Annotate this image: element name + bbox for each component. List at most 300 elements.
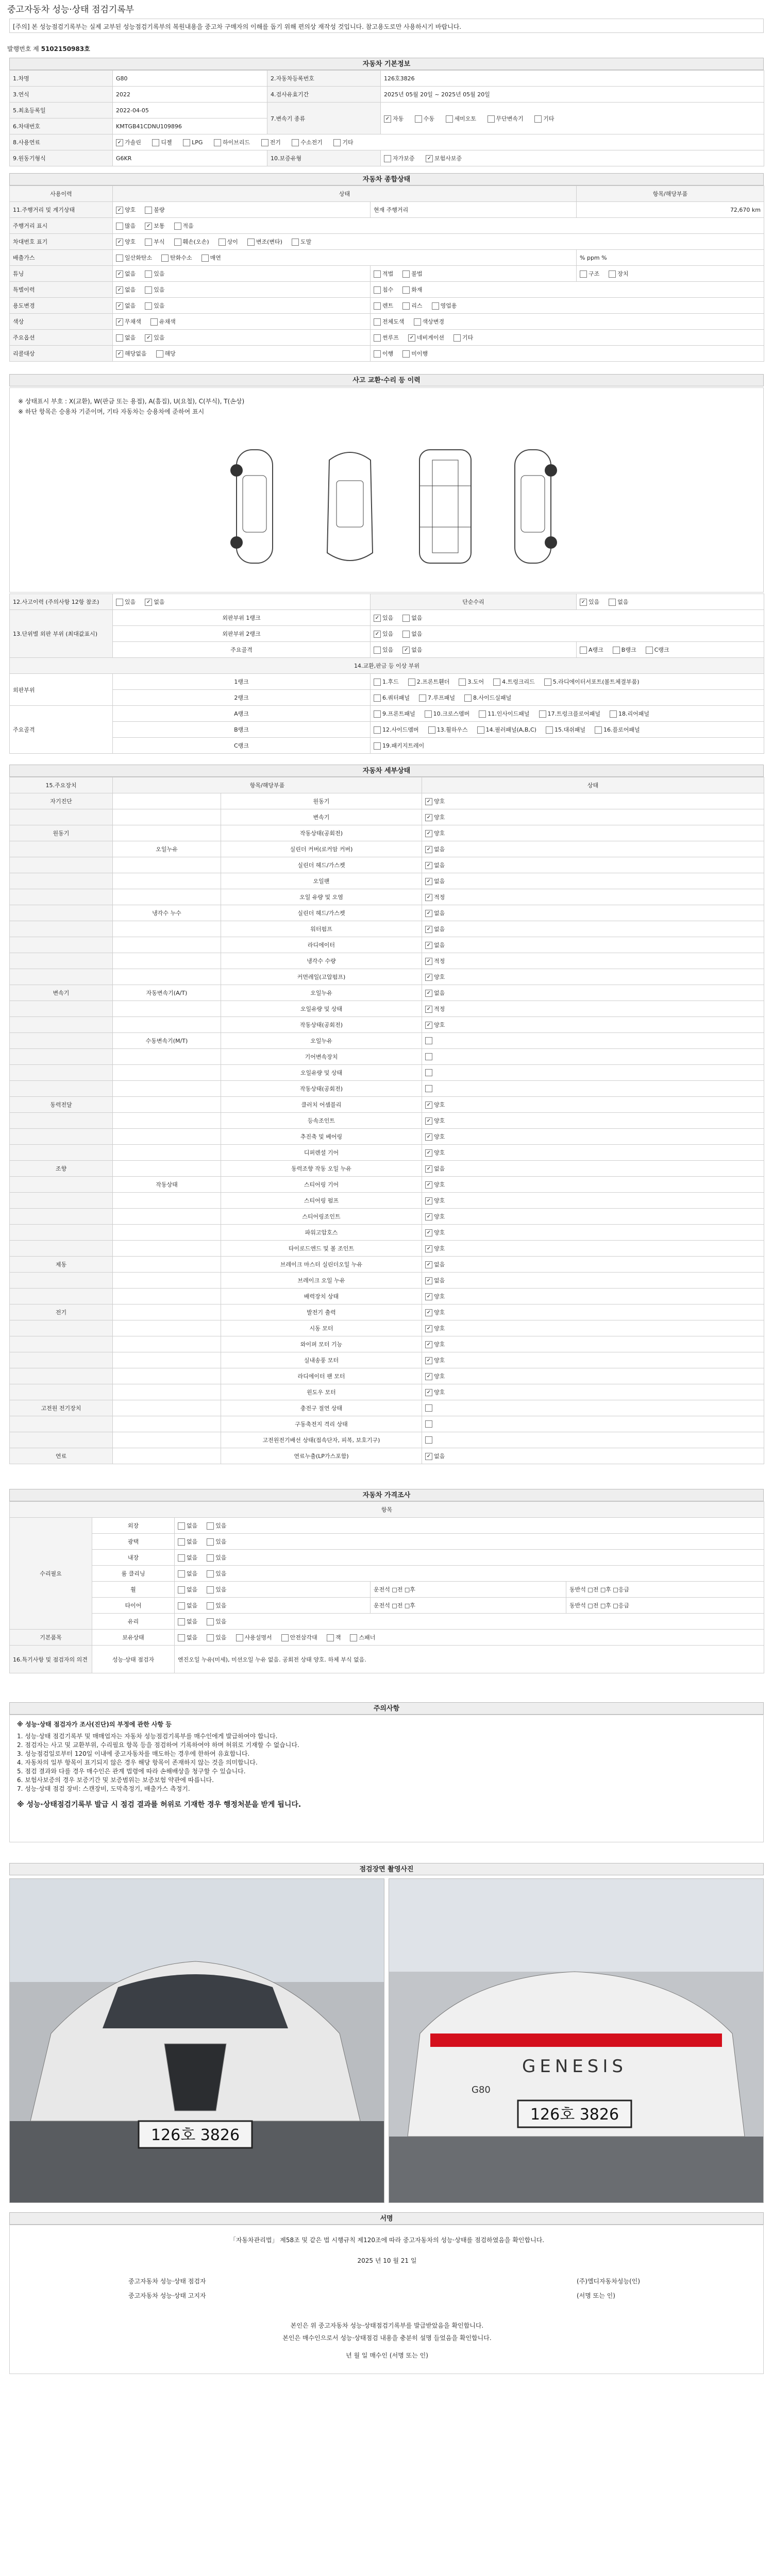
- detail-sub: [113, 1257, 221, 1273]
- checkbox[interactable]: [425, 710, 432, 718]
- checkbox-checked[interactable]: ✓: [425, 1149, 432, 1157]
- checkbox-checked[interactable]: ✓: [145, 334, 152, 342]
- checkbox[interactable]: [161, 255, 169, 262]
- checkbox-checked[interactable]: ✓: [116, 350, 123, 358]
- checkbox[interactable]: [477, 726, 484, 734]
- state-label: 없음: [434, 846, 445, 853]
- checkbox[interactable]: [595, 726, 602, 734]
- checkbox[interactable]: [201, 255, 209, 262]
- state-label: 양호: [434, 1149, 445, 1156]
- panel-row: [10, 722, 764, 738]
- checkbox[interactable]: [327, 1634, 334, 1641]
- option-label: 있음: [215, 1570, 227, 1577]
- license-plate-text: 126호 3826: [150, 2126, 240, 2144]
- checkbox[interactable]: [479, 710, 486, 718]
- detail-state: [422, 985, 764, 1001]
- row-label: 배출가스: [10, 250, 113, 266]
- checkbox-checked[interactable]: ✓: [425, 830, 432, 837]
- checkbox-checked[interactable]: ✓: [425, 894, 432, 901]
- note-line: 5. 점검 결과와 다를 경우 매수인은 관계 법령에 따라 손해배상을 청구할 수 있습니다.: [17, 1768, 246, 1775]
- checkbox[interactable]: [539, 710, 546, 718]
- detail-group: [10, 969, 113, 985]
- checkbox[interactable]: [609, 270, 616, 278]
- option-label: 있음: [215, 1634, 227, 1641]
- state-label: 없음: [434, 1277, 445, 1284]
- checkbox[interactable]: [178, 1522, 185, 1530]
- checkbox[interactable]: [178, 1538, 185, 1546]
- checkbox[interactable]: [207, 1538, 214, 1546]
- field-value: 126호3826: [381, 71, 764, 87]
- state-label: 양호: [434, 1373, 445, 1380]
- panel-items: [371, 674, 764, 690]
- note-line: 1. 성능·상태 점검기록부 및 매매업자는 자동차 성능점검기록부를 매수인에게 발급하여야 합니다.: [17, 1733, 278, 1740]
- checkbox[interactable]: [281, 1634, 289, 1641]
- option-label: 있음: [215, 1554, 227, 1561]
- section-title-notes: 주의사항: [9, 1702, 764, 1715]
- checkbox-checked[interactable]: ✓: [116, 139, 123, 146]
- state-label: 적정: [434, 1006, 445, 1012]
- checkbox-checked[interactable]: ✓: [374, 615, 381, 622]
- detail-row: [10, 1113, 764, 1129]
- checkbox[interactable]: [425, 1436, 432, 1444]
- checkbox[interactable]: [174, 223, 181, 230]
- detail-state: [422, 1448, 764, 1464]
- detail-item: 구동축전지 격리 상태: [221, 1416, 422, 1432]
- option-label: 보통: [154, 223, 165, 229]
- detail-sub: [113, 1400, 221, 1416]
- status-header-row: [10, 186, 764, 202]
- checkbox[interactable]: [145, 302, 152, 310]
- checkbox-checked[interactable]: ✓: [425, 1293, 432, 1300]
- checkbox-checked[interactable]: ✓: [426, 155, 433, 162]
- row-label: 12.사고이력 (주의사항 12항 참조): [10, 594, 113, 610]
- option-label: 양호: [125, 207, 136, 213]
- state-label: 양호: [434, 1341, 445, 1348]
- detail-group: [10, 953, 113, 969]
- checkbox[interactable]: [333, 139, 341, 146]
- checkbox[interactable]: [219, 239, 226, 246]
- detail-sub: [113, 1352, 221, 1368]
- checkbox[interactable]: [534, 115, 542, 123]
- checkbox-checked[interactable]: ✓: [408, 334, 415, 342]
- checkbox[interactable]: [374, 318, 381, 326]
- option-label: 있음: [215, 1522, 227, 1529]
- checkbox-checked[interactable]: ✓: [425, 1229, 432, 1236]
- option-label: 3.도어: [467, 679, 484, 685]
- checkbox[interactable]: [207, 1634, 214, 1641]
- checkbox[interactable]: [580, 647, 587, 654]
- checkbox-checked[interactable]: ✓: [425, 1101, 432, 1109]
- checkbox[interactable]: [425, 1420, 432, 1428]
- price-row: [10, 1566, 764, 1582]
- checkbox[interactable]: [374, 694, 381, 702]
- detail-group: 조향: [10, 1161, 113, 1177]
- checkbox[interactable]: [374, 647, 381, 654]
- checkbox[interactable]: [488, 115, 495, 123]
- checkbox[interactable]: [292, 139, 299, 146]
- checkbox-checked[interactable]: ✓: [425, 1389, 432, 1396]
- checkbox-checked[interactable]: ✓: [425, 1373, 432, 1380]
- checkbox-checked[interactable]: ✓: [116, 239, 123, 246]
- checkbox[interactable]: [610, 710, 617, 718]
- checkbox[interactable]: [464, 694, 472, 702]
- checkbox[interactable]: [432, 302, 439, 310]
- checkbox[interactable]: [580, 270, 587, 278]
- option-label: 해당없음: [125, 350, 147, 357]
- detail-sub: [113, 1097, 221, 1113]
- option-label: 16.플로어패널: [603, 726, 640, 733]
- checkbox[interactable]: [178, 1602, 185, 1609]
- checkbox[interactable]: [152, 139, 159, 146]
- note-line: 3. 성능점검일로부터 120일 이내에 중고자동차를 매도하는 경우에 한하여 유효합니다.: [17, 1750, 250, 1757]
- option-label: 있음: [215, 1618, 227, 1625]
- checkbox[interactable]: [261, 139, 268, 146]
- option-label: 없음: [411, 631, 423, 637]
- status-options: [577, 594, 764, 610]
- detail-row: [10, 1017, 764, 1033]
- detail-sub: [113, 889, 221, 905]
- checkbox[interactable]: [207, 1570, 214, 1578]
- detail-sub: [113, 1273, 221, 1289]
- option-label: 있음: [154, 334, 165, 341]
- detail-state: [422, 1113, 764, 1129]
- panel-row: [10, 706, 764, 722]
- checkbox[interactable]: [207, 1522, 214, 1530]
- checkbox[interactable]: [178, 1554, 185, 1562]
- checkbox-checked[interactable]: ✓: [425, 990, 432, 997]
- checkbox[interactable]: [156, 350, 163, 358]
- option-label: 있음: [215, 1602, 227, 1609]
- car-top-view-icon: [319, 445, 381, 568]
- row-label: 특별이력: [10, 282, 113, 298]
- detail-row: [10, 1448, 764, 1464]
- checkbox[interactable]: [183, 139, 190, 146]
- checkbox-checked[interactable]: ✓: [425, 1165, 432, 1173]
- checkbox[interactable]: [374, 302, 381, 310]
- checkbox[interactable]: [116, 223, 123, 230]
- checkbox[interactable]: [428, 726, 435, 734]
- mileage-value: 72,670 km: [577, 202, 764, 218]
- checkbox[interactable]: [425, 1037, 432, 1044]
- option-label: 없음: [617, 599, 629, 605]
- checkbox[interactable]: [116, 334, 123, 342]
- checkbox[interactable]: [402, 270, 410, 278]
- option-label: 없음: [411, 647, 423, 653]
- checkbox[interactable]: [402, 302, 410, 310]
- checkbox[interactable]: [414, 318, 421, 326]
- field-label: 6.차대번호: [10, 118, 113, 134]
- note-line: 6. 보험사보증의 경우 보증기간 및 보증범위는 보증보험 약관에 따릅니다.: [17, 1776, 214, 1784]
- checkbox[interactable]: [546, 726, 553, 734]
- checkbox[interactable]: [145, 286, 152, 294]
- status-options: [113, 330, 371, 346]
- state-label: 양호: [434, 1213, 445, 1220]
- checkbox-checked[interactable]: ✓: [425, 910, 432, 917]
- car-left-side-icon: [226, 445, 283, 568]
- checkbox[interactable]: [145, 207, 152, 214]
- checkbox-checked[interactable]: ✓: [425, 1197, 432, 1205]
- detail-sub: [113, 793, 221, 809]
- checkbox[interactable]: [178, 1586, 185, 1594]
- checkbox-checked[interactable]: ✓: [425, 1325, 432, 1332]
- checkbox-checked[interactable]: ✓: [116, 302, 123, 310]
- checkbox-checked[interactable]: ✓: [384, 115, 391, 123]
- checkbox[interactable]: [350, 1634, 357, 1641]
- checkbox[interactable]: [292, 239, 299, 246]
- checkbox[interactable]: [207, 1618, 214, 1625]
- checkbox[interactable]: [425, 1404, 432, 1412]
- option-label: 있음: [382, 647, 394, 653]
- sign-statement: 「자동차관리법」 제58조 및 같은 법 시행규칙 제120조에 따라 중고자동차의 성능·상태를 점검하였음을 확인합니다.: [229, 2236, 545, 2244]
- checkbox-checked[interactable]: ✓: [425, 1117, 432, 1125]
- column-header: 상태: [113, 186, 577, 202]
- option-label: 없음: [411, 615, 423, 621]
- checkbox-checked[interactable]: ✓: [425, 1277, 432, 1284]
- checkbox[interactable]: [374, 679, 381, 686]
- checkbox[interactable]: [150, 318, 158, 326]
- checkbox[interactable]: [402, 350, 410, 358]
- detail-group: [10, 873, 113, 889]
- option-label: 없음: [125, 302, 136, 309]
- checkbox[interactable]: [374, 742, 381, 750]
- checkbox[interactable]: [174, 239, 181, 246]
- option-label: 네비게이션: [416, 334, 445, 341]
- checkbox[interactable]: [116, 599, 123, 606]
- checkbox[interactable]: [247, 239, 255, 246]
- fuel-options: [113, 134, 764, 150]
- detail-item: 작동상태(공회전): [221, 1081, 422, 1097]
- checkbox[interactable]: [214, 139, 221, 146]
- checkbox-checked[interactable]: ✓: [425, 1341, 432, 1348]
- checkbox[interactable]: [425, 1085, 432, 1092]
- checkbox-checked[interactable]: ✓: [425, 1309, 432, 1316]
- detail-group: [10, 905, 113, 921]
- detail-item: 오일유량 및 상태: [221, 1065, 422, 1081]
- mileage-label: 현재 주행거리: [371, 202, 577, 218]
- price-options: [175, 1518, 764, 1534]
- checkbox[interactable]: [419, 694, 426, 702]
- detail-row: [10, 889, 764, 905]
- checkbox-checked[interactable]: ✓: [425, 798, 432, 805]
- option-label: 5.라디에이터서포트(볼트체결부품): [552, 679, 640, 685]
- checkbox-checked[interactable]: ✓: [425, 926, 432, 933]
- option-label: 있음: [154, 286, 165, 293]
- field-value: 2025년 05월 20일 ~ 2025년 05월 20일: [381, 87, 764, 103]
- checkbox-checked[interactable]: ✓: [116, 207, 123, 214]
- detail-row: [10, 1001, 764, 1017]
- basic-row: [10, 103, 764, 118]
- checkbox[interactable]: [374, 270, 381, 278]
- checkbox[interactable]: [145, 239, 152, 246]
- checkbox-checked[interactable]: ✓: [425, 862, 432, 869]
- checkbox[interactable]: [384, 155, 391, 162]
- detail-sub: 오일누유: [113, 841, 221, 857]
- detail-row: [10, 1065, 764, 1081]
- field-value: 2022-04-05: [113, 103, 267, 118]
- detail-row: [10, 1289, 764, 1304]
- detail-item: 실내송풍 모터: [221, 1352, 422, 1368]
- checkbox[interactable]: [374, 334, 381, 342]
- checkbox-checked[interactable]: ✓: [116, 318, 123, 326]
- detail-row: [10, 1209, 764, 1225]
- checkbox[interactable]: [446, 115, 453, 123]
- option-label: 세미오토: [454, 115, 477, 122]
- checkbox[interactable]: [207, 1602, 214, 1609]
- checkbox[interactable]: [425, 1069, 432, 1076]
- checkbox-checked[interactable]: ✓: [116, 270, 123, 278]
- detail-group: 자기진단: [10, 793, 113, 809]
- checkbox[interactable]: [116, 255, 123, 262]
- detail-group: 변속기: [10, 985, 113, 1001]
- detail-item: 등속조인트: [221, 1113, 422, 1129]
- checkbox[interactable]: [178, 1570, 185, 1578]
- status-options: [113, 218, 764, 234]
- detail-item: 기어변속장치: [221, 1049, 422, 1065]
- detail-sub: [113, 1209, 221, 1225]
- checkbox[interactable]: [453, 334, 461, 342]
- checkbox-checked[interactable]: ✓: [425, 846, 432, 853]
- option-label: 안전삼각대: [290, 1634, 317, 1641]
- detail-item: 오일 유량 및 오염: [221, 889, 422, 905]
- checkbox[interactable]: [374, 710, 381, 718]
- status-options: [577, 266, 764, 282]
- detail-item: 와이퍼 모터 기능: [221, 1336, 422, 1352]
- option-label: 있음: [382, 631, 394, 637]
- checkbox-checked[interactable]: ✓: [425, 958, 432, 965]
- checkbox-checked[interactable]: ✓: [425, 1006, 432, 1013]
- detail-row: [10, 1193, 764, 1209]
- column-header: 항목: [10, 1502, 764, 1518]
- detail-group: [10, 1177, 113, 1193]
- checkbox-checked[interactable]: ✓: [425, 1357, 432, 1364]
- state-label: 양호: [434, 1133, 445, 1140]
- checkbox[interactable]: [207, 1554, 214, 1562]
- detail-sub: [113, 1081, 221, 1097]
- sub-label: 주요골격: [113, 642, 371, 658]
- detail-item: 동력조향 작동 오일 누유: [221, 1161, 422, 1177]
- checkbox[interactable]: [425, 1053, 432, 1060]
- status-options: [371, 298, 764, 314]
- checkbox[interactable]: [408, 679, 415, 686]
- checkbox-checked[interactable]: ✓: [145, 599, 152, 606]
- detail-item: 스티어링조인트: [221, 1209, 422, 1225]
- checkbox[interactable]: [613, 647, 620, 654]
- checkbox-checked[interactable]: ✓: [425, 1453, 432, 1460]
- detail-row: [10, 1352, 764, 1368]
- checkbox[interactable]: [178, 1634, 185, 1641]
- checkbox[interactable]: [374, 286, 381, 294]
- checkbox-checked[interactable]: ✓: [425, 878, 432, 885]
- panel-rank: 1랭크: [113, 674, 371, 690]
- detail-state: [422, 1161, 764, 1177]
- checkbox[interactable]: [402, 631, 410, 638]
- detail-group: [10, 1113, 113, 1129]
- checkbox-checked[interactable]: ✓: [145, 223, 152, 230]
- option-label: 영업용: [440, 302, 457, 309]
- option-label: 10.크로스멤버: [433, 710, 470, 717]
- checkbox[interactable]: [609, 599, 616, 606]
- detail-state: [422, 969, 764, 985]
- row-label: 용도변경: [10, 298, 113, 314]
- panel-group: 외판부위: [10, 674, 113, 706]
- detail-row: [10, 969, 764, 985]
- detail-row: [10, 953, 764, 969]
- detail-group: [10, 1320, 113, 1336]
- option-label: 9.프론트패널: [382, 710, 415, 717]
- checkbox-checked[interactable]: ✓: [425, 1261, 432, 1268]
- state-label: 양호: [434, 1229, 445, 1236]
- detail-group: [10, 857, 113, 873]
- checkbox[interactable]: [459, 679, 466, 686]
- note-line: 4. 자동차의 일부 항목이 표기되지 않은 경우 해당 항목이 존재하지 않는 것을 의미합니다.: [17, 1759, 258, 1766]
- detail-sub: [113, 857, 221, 873]
- detail-row: [10, 857, 764, 873]
- checkbox[interactable]: [415, 115, 422, 123]
- panel-items: [371, 738, 764, 754]
- checkbox-checked[interactable]: ✓: [580, 599, 587, 606]
- checkbox-checked[interactable]: ✓: [425, 1022, 432, 1029]
- sign-receipt: 본인은 위 중고자동차 성능·상태점검기록부를 발급받았음을 확인합니다.: [290, 2322, 484, 2329]
- checkbox[interactable]: [374, 350, 381, 358]
- option-label: 있음: [125, 599, 136, 605]
- checkbox-checked[interactable]: ✓: [425, 942, 432, 949]
- detail-sub: [113, 1289, 221, 1304]
- checkbox-checked[interactable]: ✓: [374, 631, 381, 638]
- checkbox[interactable]: [646, 647, 653, 654]
- panel-title: 14.교환,판금 등 이상 부위: [10, 658, 764, 674]
- checkbox-checked[interactable]: ✓: [116, 286, 123, 294]
- state-label: 없음: [434, 910, 445, 917]
- checkbox-checked[interactable]: ✓: [425, 1181, 432, 1189]
- state-label: 없음: [434, 1453, 445, 1460]
- checkbox[interactable]: [236, 1634, 243, 1641]
- checkbox[interactable]: [145, 270, 152, 278]
- checkbox-checked[interactable]: ✓: [425, 1245, 432, 1252]
- checkbox[interactable]: [402, 615, 410, 622]
- option-label: 탄화수소: [170, 255, 192, 261]
- checkbox-checked[interactable]: ✓: [425, 1213, 432, 1221]
- checkbox[interactable]: [544, 679, 551, 686]
- detail-group: 동력전달: [10, 1097, 113, 1113]
- option-label: 보험사보증: [434, 155, 462, 162]
- detail-state: [422, 873, 764, 889]
- checkbox[interactable]: [374, 726, 381, 734]
- price-row: [10, 1550, 764, 1566]
- checkbox-checked[interactable]: ✓: [425, 1133, 432, 1141]
- detail-group: [10, 1049, 113, 1065]
- checkbox[interactable]: [493, 679, 500, 686]
- option-label: 없음: [187, 1618, 198, 1625]
- detail-sub: [113, 1145, 221, 1161]
- model-badge: G80: [472, 2084, 491, 2095]
- option-label: C랭크: [654, 647, 669, 653]
- field-label: 5.최초등록일: [10, 103, 113, 118]
- checkbox[interactable]: [207, 1586, 214, 1594]
- price-item: 휠: [92, 1582, 175, 1598]
- basic-row: [10, 150, 764, 166]
- checkbox-checked[interactable]: ✓: [425, 974, 432, 981]
- price-options: [175, 1566, 764, 1582]
- detail-row: [10, 1033, 764, 1049]
- detail-state: [422, 1193, 764, 1209]
- detail-sub: [113, 1304, 221, 1320]
- section-title-detail: 자동차 세부상태: [9, 765, 764, 777]
- checkbox[interactable]: [178, 1618, 185, 1625]
- checkbox-checked[interactable]: ✓: [402, 647, 410, 654]
- checkbox-checked[interactable]: ✓: [425, 814, 432, 821]
- checkbox[interactable]: [402, 286, 410, 294]
- car-right-side-icon: [505, 445, 561, 568]
